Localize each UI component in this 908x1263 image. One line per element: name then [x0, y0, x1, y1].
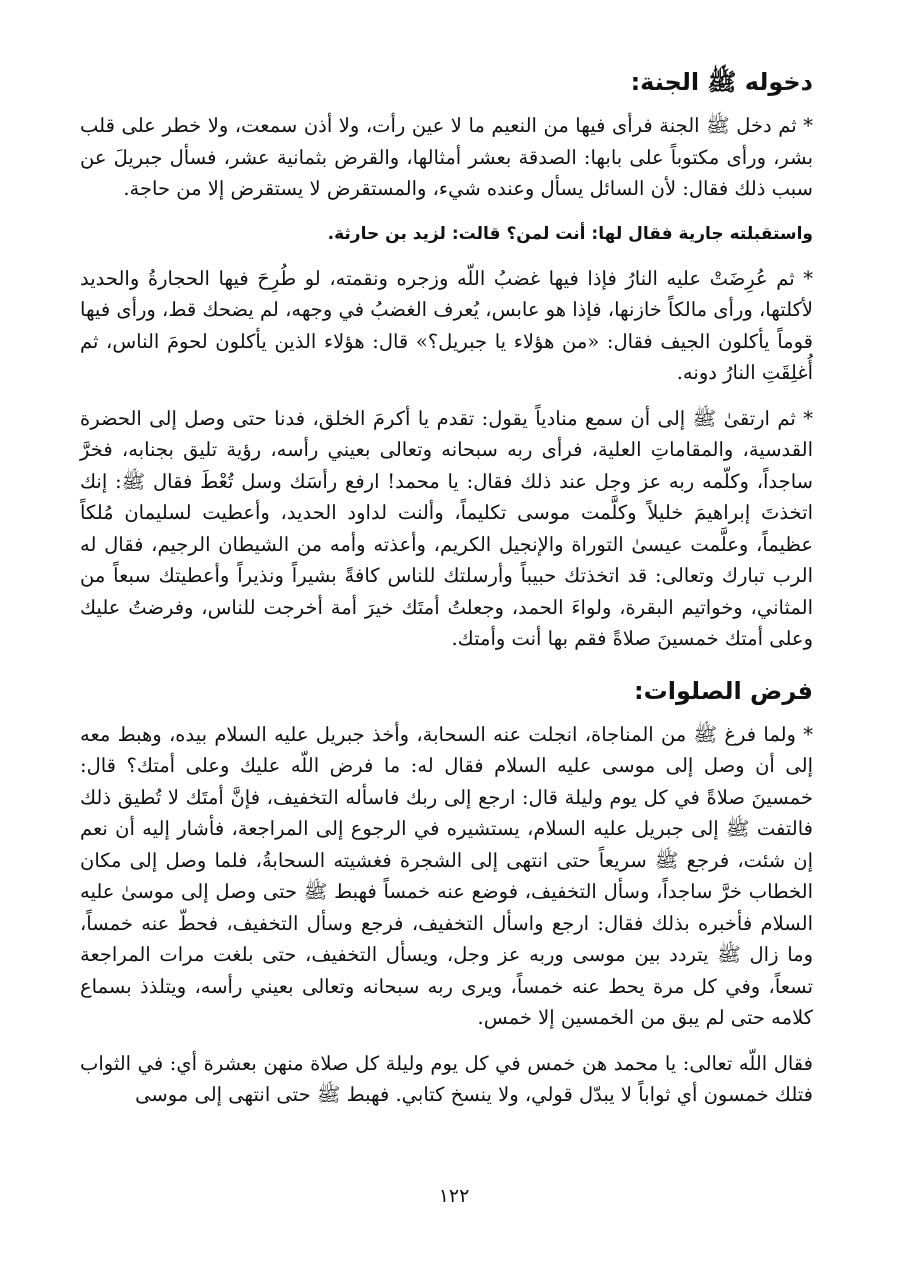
- page-number: ١٢٢: [438, 1185, 470, 1207]
- paragraph-prayers: * ولما فرغ ﷺ من المناجاة، انجلت عنه السحابة، وأخذ جبريل عليه السلام بيده، وهبط معه إلى أن وصل إلى موسى عليه السلام فقال له: ما فرض اللّه عليك وعلى أمتك؟ قال: خمسينَ صلاةً في كل يوم وليلة قال: ارجع إلى ربك فاسأله التخفيف، فإنَّ أمتَك لا تُطيق ذلك فالتفت ﷺ إلى جبريل عليه السلام، يستشيره في الرجوع إلى المراجعة، فأشار إليه أن نعم إن شئت، فرجع ﷺ سريعاً حتى انتهى إلى الشجرة فغشيته السحابةُ، فلما وصل إلى مكان الخطاب خرَّ ساجداً، وسأل التخفيف، فوضع عنه خمساً فهبط ﷺ حتى وصل إلى موسىٰ عليه السلام فأخبره بذلك فقال: ارجع واسأل التخفيف، فرجع وسأل التخفيف، فحطّ عنه خمساً، وما زال ﷺ يتردد بين موسى وربه عز وجل، ويسأل التخفيف، حتى بلغت مرات المراجعة تسعاً، وفي كل مرة يحط عنه خمساً، ويرى ربه سبحانه وتعالى بعيني رأسه، ويتلذذ بسماع كلامه حتى لم يبق من الخمسين إلا خمس.: [80, 722, 813, 1029]
- paragraph-five-prayers: فقال اللّه تعالى: يا محمد هن خمس في كل يوم وليلة كل صلاة منهن بعشرة أي: في الثواب فتلك خمسون أي ثواباً لا يبدّل قولي، ولا ينسخ كتابي. فهبط ﷺ حتى انتهى إلى موسى: [80, 1051, 813, 1106]
- section-heading-prayers: فرض الصلوات:: [634, 676, 813, 705]
- note-jariya: واستقبلته جارية فقال لها: أنت لمن؟ قالت: لزيد بن حارثة.: [327, 223, 813, 244]
- paragraph-paradise: * ثم دخل ﷺ الجنة فرأى فيها من النعيم ما لا عين رأت، ولا أذن سمعت، ولا خطر على قلب بشر، ورأى مكتوباً على بابها: الصدقة بعشر أمثالها، والقرض بثمانية عشر، فسأل جبريلَ عن سبب ذلك فقال: لأن السائل يسأل وعنده شيء، والمستقرض لا يستقرض إلا من حاجة.: [80, 114, 813, 200]
- paragraph-hellfire: * ثم عُرِضَتْ عليه النارُ فإذا فيها غضبُ اللّه وزجره ونقمته، لو طُرِحَ فيها الحجارةُ والحديد لأكلتها، ورأى مالكاً خازنها، فإذا هو عابس، يُعرف الغضبُ في وجهه، لم يضحك قط، ورأى فيها قوماً يأكلون الجيف فقال: «من هؤلاء يا جبريل؟» قال: هؤلاء الذين يأكلون لحومَ الناس، ثم أُغلِقَتِ النارُ دونه.: [80, 266, 813, 384]
- section-heading-paradise: دخوله ﷺ الجنة:: [630, 68, 813, 96]
- paragraph-ascension: * ثم ارتقىٰ ﷺ إلى أن سمع منادياً يقول: تقدم يا أكرمَ الخلق، فدنا حتى وصل إلى الحضرة القدسية، والمقاماتِ العلية، فرأى ربه سبحانه وتعالى بعيني رأسه، رؤية تليق بجنابه، فخرَّ ساجداً، وكلّمه ربه عز وجل عند ذلك فقال: يا محمد! ارفع رأسَك وسل تُعْطَ فقال ﷺ: إنك اتخذتَ إبراهيمَ خليلاً وكلَّمت موسى تكليماً، وألنت لداود الحديد، وأعطيت لسليمان مُلكاً عظيماً، وعلَّمت عيسىٰ التوراة والإنجيل الكريم، وأعذته وأمه من الشيطان الرجيم، فقال له الرب تبارك وتعالى: قد اتخذتك حبيباً وأرسلتك للناس كافةً بشيراً ونذيراً وأعطيتك سبعاً من المثاني، وخواتيم البقرة، ولواءَ الحمد، وجعلتُ أمتَك خيرَ أمة أخرجت للناس، وفرضتُ عليك وعلى أمتك خمسينَ صلاةً فقم بها أنت وأمتك.: [80, 406, 813, 650]
